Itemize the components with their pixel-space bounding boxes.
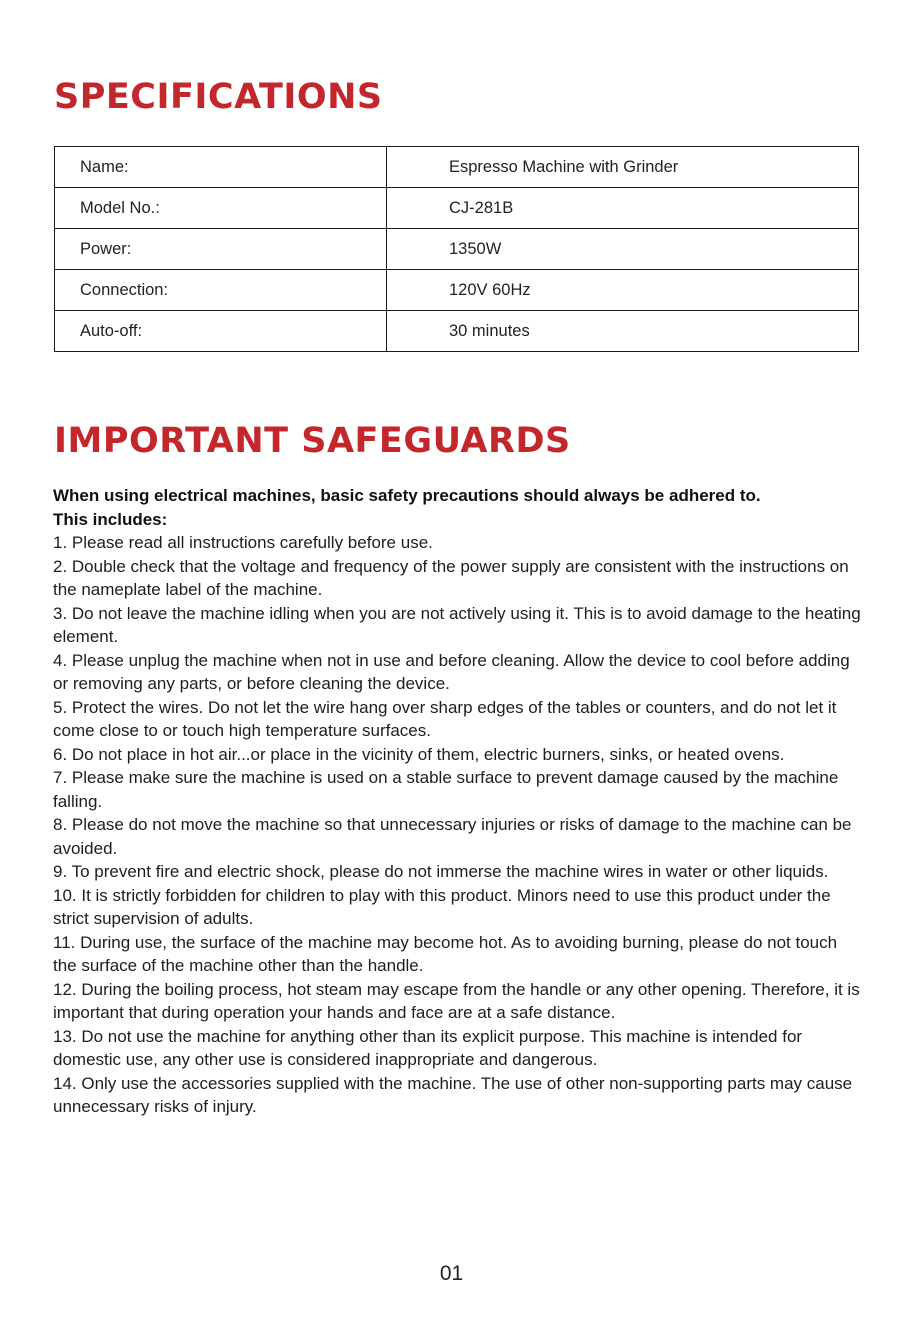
list-item: 9. To prevent fire and electric shock, please do not immerse the machine wires in water or other liquids. [53, 862, 829, 881]
spec-label: Power: [55, 229, 387, 270]
table-row [55, 188, 859, 229]
list-item: 5. Protect the wires. Do not let the wire hang over sharp edges of the tables or counters, and do not let it come close to or touch high temperature surfaces. [53, 697, 837, 740]
specifications-table [54, 146, 859, 352]
page-number: 01 [439, 1262, 464, 1285]
specifications-heading: SPECIFICATIONS [54, 77, 383, 117]
list-item: 4. Please unplug the machine when not in use and before cleaning. Allow the device to cool before adding or removing any parts, or before cleaning the device. [53, 650, 850, 693]
spec-label: Connection: [55, 270, 387, 311]
list-item: 7. Please make sure the machine is used on a stable surface to prevent damage caused by the machine falling. [53, 768, 839, 811]
list-item: 13. Do not use the machine for anything other than its explicit purpose. This machine is intended for domestic use, any other use is considered inappropriate and dangerous. [53, 1026, 803, 1069]
spec-value: Espresso Machine with Grinder [387, 147, 859, 188]
table-row [55, 270, 859, 311]
table-row [55, 147, 859, 188]
safeguards-intro: When using electrical machines, basic safety precautions should always be adhered to. [53, 486, 761, 505]
spec-label: Model No.: [55, 188, 387, 229]
list-item: 1. Please read all instructions carefully before use. [53, 533, 433, 552]
list-item: 8. Please do not move the machine so that unnecessary injuries or risks of damage to the machine can be avoided. [53, 815, 852, 858]
list-item: 10. It is strictly forbidden for children to play with this product. Minors need to use this product under the strict supervision of adults. [53, 885, 831, 928]
spec-label: Name: [55, 147, 387, 188]
list-item: 12. During the boiling process, hot steam may escape from the handle or any other opening. Therefore, it is important that during operation your hands and face are at a safe distance. [53, 979, 860, 1022]
list-item: 3. Do not leave the machine idling when you are not actively using it. This is to avoid damage to the heating element. [53, 603, 861, 646]
safeguards-body [53, 484, 865, 1119]
table-row [55, 229, 859, 270]
table-row [55, 311, 859, 352]
safeguards-intro-includes: This includes: [53, 509, 168, 529]
spec-value: 1350W [387, 229, 859, 270]
list-item: 6. Do not place in hot air...or place in the vicinity of them, electric burners, sinks, or heated ovens. [53, 744, 785, 764]
spec-value: CJ-281B [387, 188, 859, 229]
spec-value: 30 minutes [387, 311, 859, 352]
list-item: 11. During use, the surface of the machine may become hot. As to avoiding burning, please do not touch the surface of the machine other than the handle. [53, 932, 838, 975]
spec-value: 120V 60Hz [387, 270, 859, 311]
list-item: 2. Double check that the voltage and frequency of the power supply are consistent with the instructions on the nameplate label of the machine. [53, 556, 849, 599]
list-item: 14. Only use the accessories supplied with the machine. The use of other non-supporting parts may cause unnecessary risks of injury. [53, 1073, 853, 1116]
spec-label: Auto-off: [55, 311, 387, 352]
safeguards-heading: IMPORTANT SAFEGUARDS [54, 421, 571, 461]
